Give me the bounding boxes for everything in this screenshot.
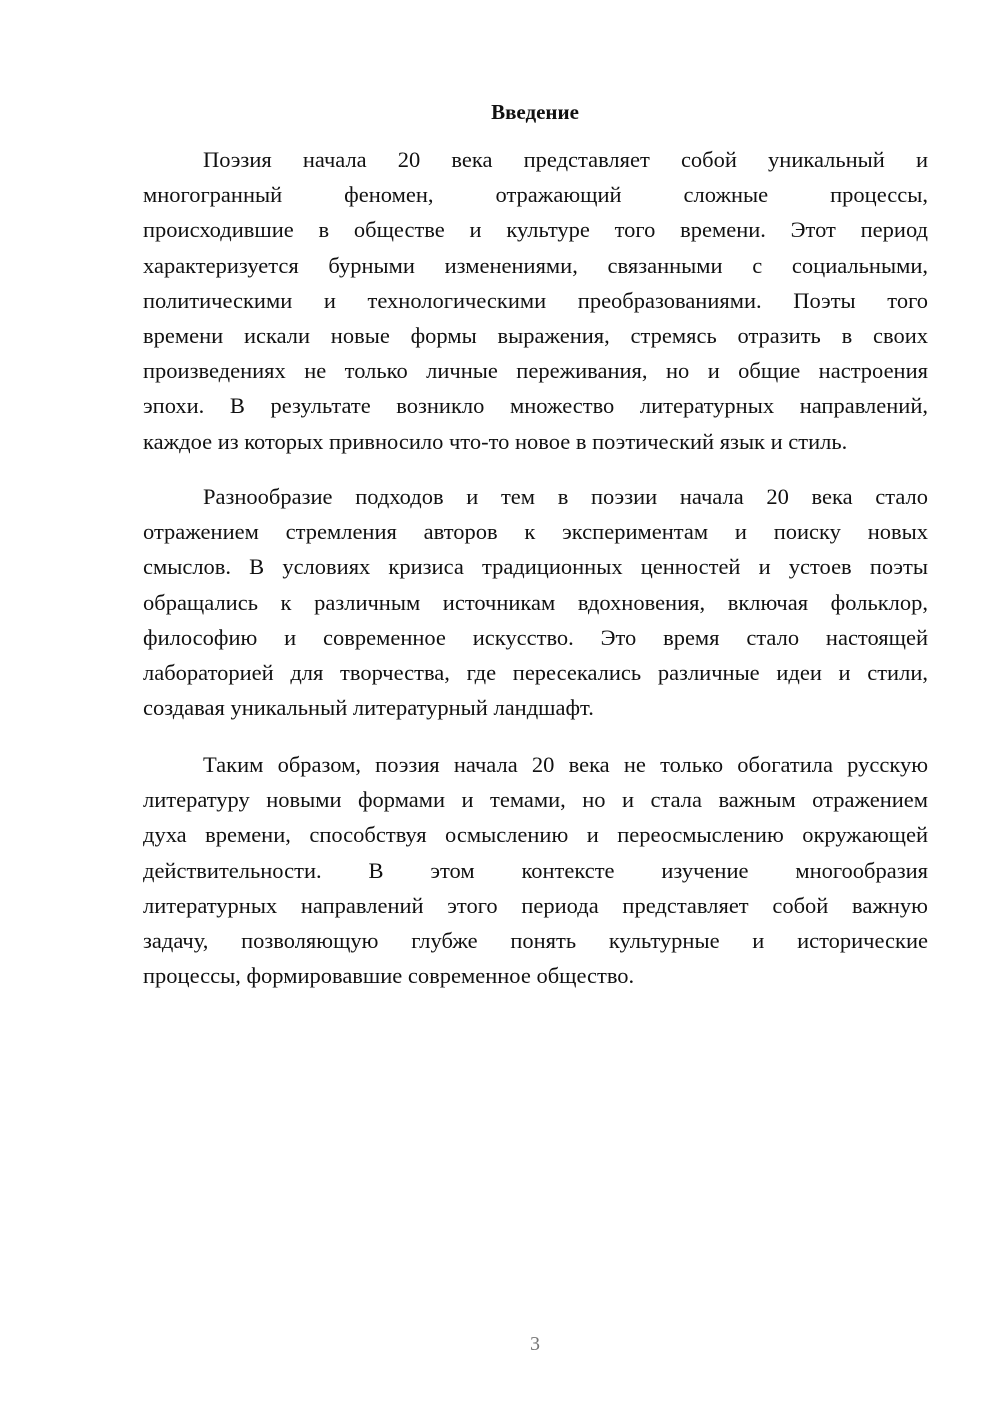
text-line: литературу новыми формами и темами, но и стала важным отражением	[143, 787, 928, 813]
text-line: смыслов. В условиях кризиса традиционных ценностей и устоев поэты	[143, 554, 928, 580]
text-line: характеризуется бурными изменениями, связанными с социальными,	[143, 252, 928, 278]
paragraph-2	[143, 479, 928, 725]
text-line: философию и современное искусство. Это время стало настоящей	[143, 624, 928, 650]
text-line: духа времени, способствуя осмыслению и переосмыслению окружающей	[143, 822, 928, 848]
text-line: многогранный феномен, отражающий сложные процессы,	[143, 182, 928, 208]
text-line: Разнообразие подходов и тем в поэзии начала 20 века стало	[203, 484, 928, 509]
text-line: лабораторией для творчества, где пересекались различные идеи и стили,	[143, 660, 928, 686]
page-number: 3	[530, 1333, 540, 1355]
text-line: Поэзия начала 20 века представляет собой уникальный и	[203, 147, 928, 172]
text-line: политическими и технологическими преобразованиями. Поэты того	[143, 287, 928, 313]
text-line: процессы, формировавшие современное общество.	[143, 963, 635, 989]
text-line: отражением стремления авторов к экспериментам и поиску новых	[143, 519, 928, 545]
text-line: задачу, позволяющую глубже понять культурные и исторические	[143, 928, 928, 954]
text-line: Таким образом, поэзия начала 20 века не только обогатила русскую	[203, 752, 928, 777]
text-line: каждое из которых привносило что-то новое в поэтический язык и стиль.	[143, 428, 848, 454]
paragraph-1	[143, 142, 928, 459]
text-line: действительности. В этом контексте изучение многообразия	[143, 857, 928, 883]
text-line: произведениях не только личные переживания, но и общие настроения	[143, 358, 928, 384]
text-line: времени искали новые формы выражения, стремясь отразить в своих	[143, 323, 928, 349]
section-title: Введение	[491, 100, 579, 124]
text-line: обращались к различным источникам вдохновения, включая фольклор,	[143, 589, 928, 615]
text-line: литературных направлений этого периода представляет собой важную	[143, 892, 928, 918]
text-line: происходившие в обществе и культуре того времени. Этот период	[143, 217, 928, 243]
paragraph-3	[143, 747, 928, 993]
text-line: создавая уникальный литературный ландшафт.	[143, 695, 594, 721]
text-line: эпохи. В результате возникло множество литературных направлений,	[143, 393, 928, 419]
